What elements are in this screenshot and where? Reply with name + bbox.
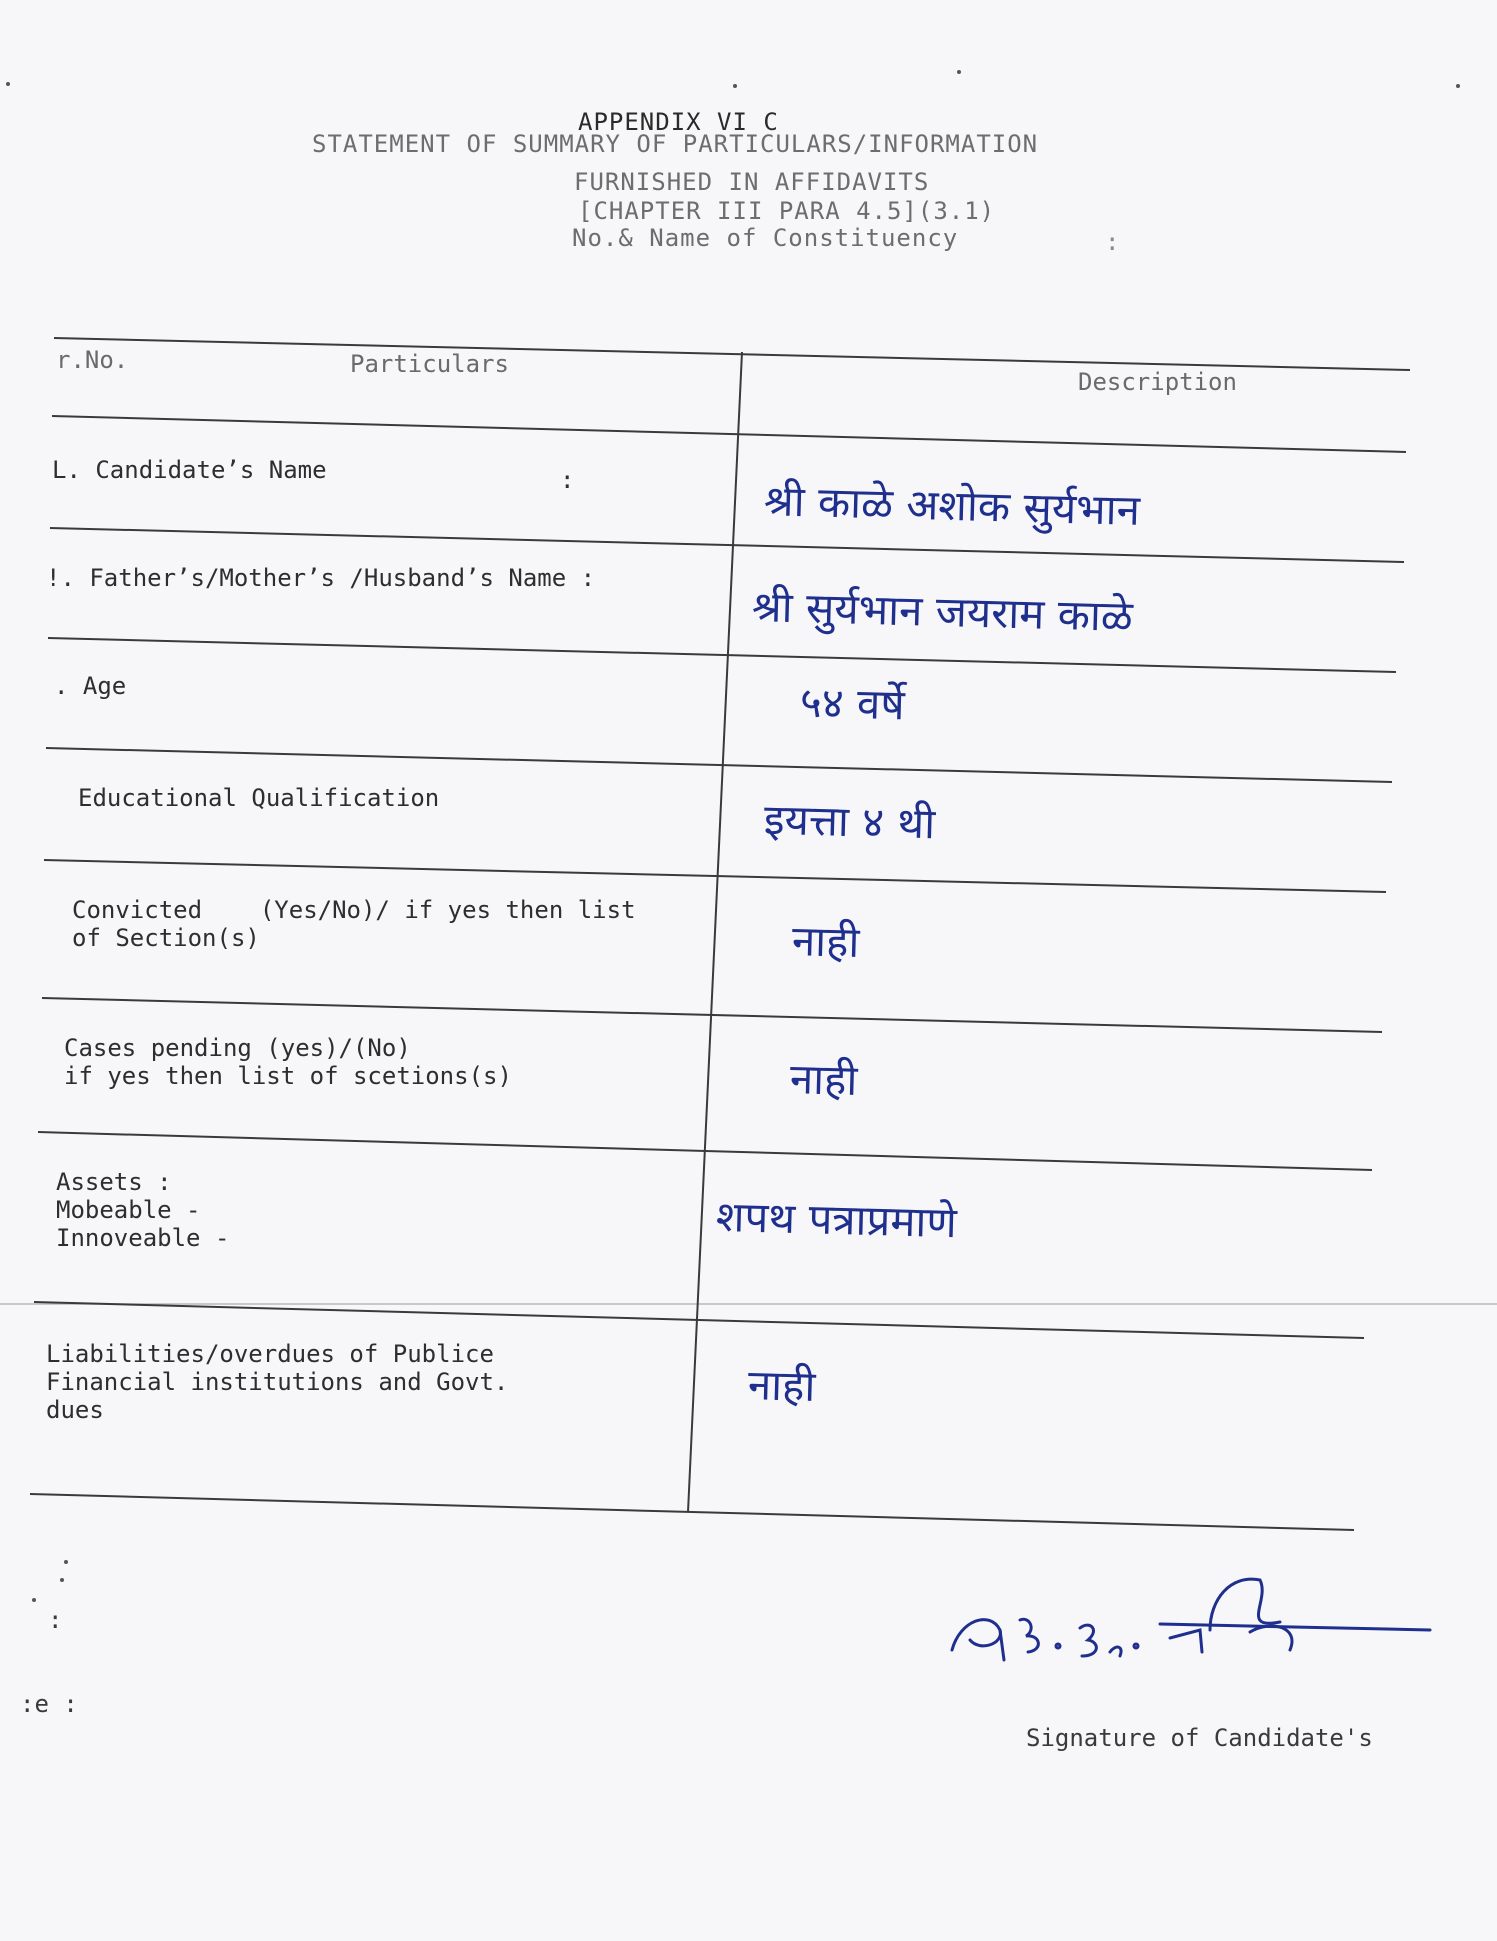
constituency-colon: : — [1105, 228, 1121, 256]
appendix-title: APPENDIX VI C — [578, 108, 779, 136]
column-header-description: Description — [1078, 368, 1237, 396]
row-4-description: इयत्ता ४ थी — [763, 794, 936, 849]
row-2-description: श्री सुर्यभान जयराम काळे — [751, 582, 1134, 641]
candidate-signature — [940, 1560, 1440, 1680]
row-6-description: नाही — [789, 1054, 858, 1105]
row-5-description: नाही — [791, 916, 860, 967]
constituency-label: No.& Name of Constituency — [572, 224, 959, 252]
signature-label: Signature of Candidate's — [1026, 1724, 1373, 1752]
row-6-particular: Cases pending (yes)/(No) if yes then list of scetions(s) — [64, 1034, 512, 1090]
row-2-particular: !. Father’s/Mother’s /Husband’s Name : — [46, 564, 596, 592]
row-7-particular: Assets : Mobeable - Innoveable - — [56, 1168, 230, 1252]
row-1-particular: L. Candidate’s Name — [52, 456, 327, 484]
column-header-particulars: Particulars — [350, 350, 509, 378]
date-label: :e : — [20, 1690, 78, 1718]
row-7-description: शपथ पत्राप्रमाणे — [715, 1191, 958, 1248]
row-4-particular: Educational Qualification — [78, 784, 440, 812]
furnished-line: FURNISHED IN AFFIDAVITS — [574, 168, 930, 196]
row-8-particular: Liabilities/overdues of Publice Financial institutions and Govt. dues — [46, 1340, 509, 1424]
row-1-colon: : — [560, 466, 575, 494]
row-5-particular: Convicted (Yes/No)/ if yes then list of Section(s) — [72, 896, 636, 952]
row-1-description: श्री काळे अशोक सुर्यभान — [763, 476, 1141, 535]
row-3-description: ५४ वर्षे — [799, 677, 906, 730]
place-label: : — [48, 1606, 63, 1634]
column-header-srno: r.No. — [56, 346, 129, 374]
statement-title: STATEMENT OF SUMMARY OF PARTICULARS/INFORMATION — [312, 130, 1039, 158]
chapter-line: [CHAPTER III PARA 4.5](3.1) — [578, 197, 996, 225]
row-8-description: नाही — [747, 1360, 816, 1411]
row-3-particular: . Age — [54, 672, 127, 700]
